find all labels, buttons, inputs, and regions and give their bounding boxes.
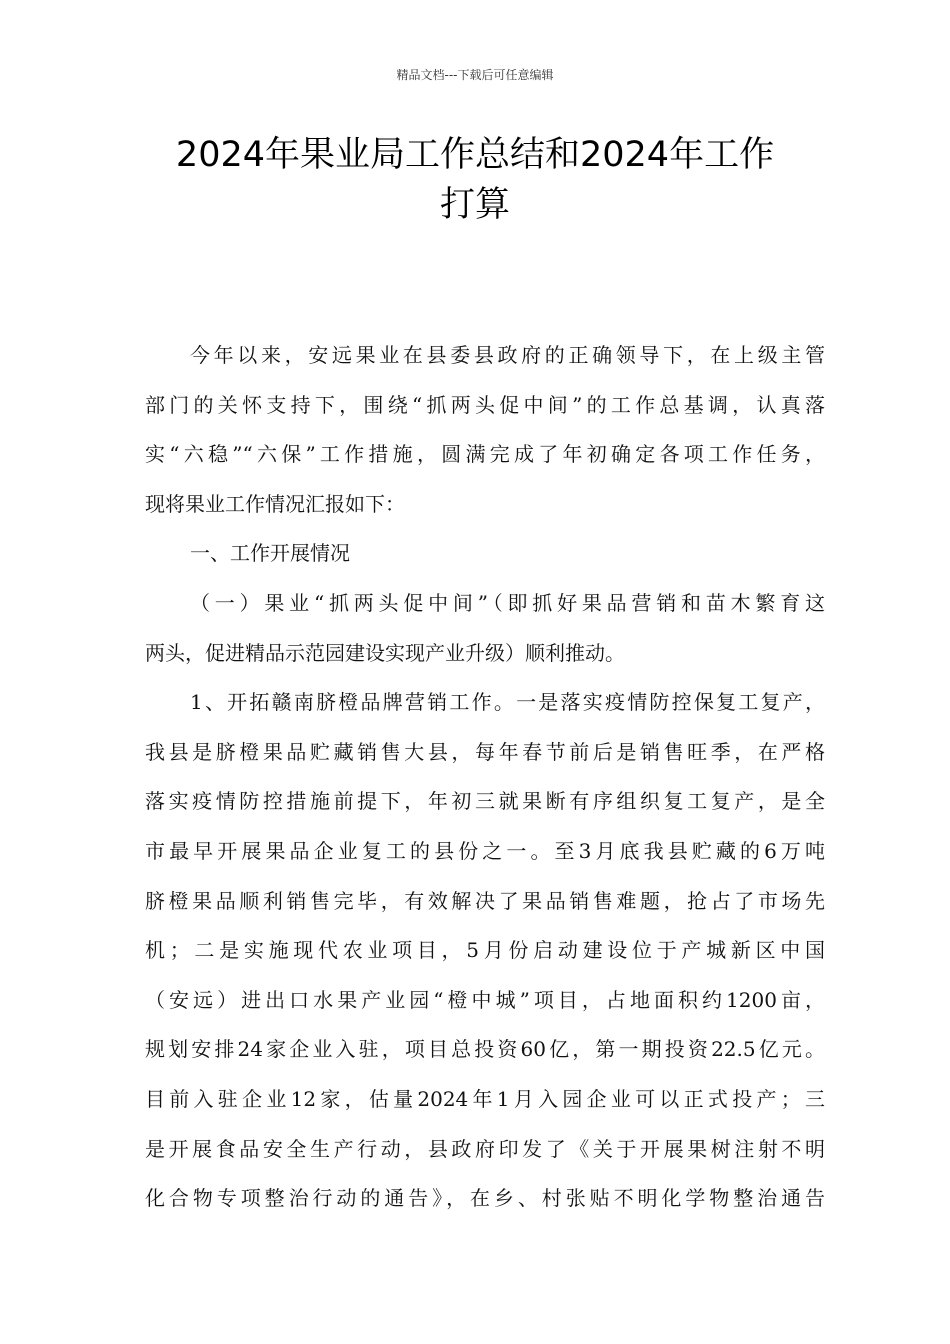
paragraph-line: 机；二是实施现代农业项目，5月份启动建设位于产城新区中国 <box>145 938 825 963</box>
paragraph-line: 脐橙果品顺利销售完毕，有效解决了果品销售难题，抢占了市场先 <box>145 888 825 913</box>
paragraph-line: 1、开拓赣南脐橙品牌营销工作。一是落实疫情防控保复工复产， <box>190 690 825 715</box>
paragraph-line: 目前入驻企业12家，估量2024年1月入园企业可以正式投产；三 <box>145 1086 825 1111</box>
paragraph-line: 我县是脐橙果品贮藏销售大县，每年春节前后是销售旺季，在严格 <box>145 739 825 764</box>
document-title <box>140 130 810 230</box>
paragraph-line: 落实疫情防控措施前提下，年初三就果断有序组织复工复产，是全 <box>145 789 825 814</box>
subsection-heading-line: 两头，促进精品示范园建设实现产业升级）顺利推动。 <box>145 640 625 665</box>
paragraph-line: 是开展食品安全生产行动，县政府印发了《关于开展果树注射不明 <box>145 1136 825 1161</box>
document-body <box>145 331 825 1224</box>
paragraph-line: 今年以来，安远果业在县委县政府的正确领导下，在上级主管 <box>190 343 825 367</box>
paragraph-line: 部门的关怀支持下，围绕“抓两头促中间”的工作总基调，认真落 <box>145 392 825 417</box>
paragraph-line: 现将果业工作情况汇报如下： <box>145 491 405 516</box>
subsection-heading-line: （一）果业“抓两头促中间”（即抓好果品营销和苗木繁育这 <box>190 590 825 615</box>
title-line: 2024年果业局工作总结和2024年工作 <box>175 135 775 175</box>
paragraph-line: 市最早开展果品企业复工的县份之一。至3月底我县贮藏的6万吨 <box>145 838 825 863</box>
paragraph-line: 实“六稳”“六保”工作措施，圆满完成了年初确定各项工作任务， <box>145 442 825 467</box>
paragraph-line: （安远）进出口水果产业园“橙中城”项目，占地面积约1200亩， <box>145 987 825 1012</box>
paragraph-line: 规划安排24家企业入驻，项目总投资60亿，第一期投资22.5亿元。 <box>145 1037 825 1062</box>
paragraph-line: 化合物专项整治行动的通告》，在乡、村张贴不明化学物整治通告 <box>145 1186 825 1211</box>
header-note: 精品文档---下载后可任意编辑 <box>396 68 554 82</box>
section-heading: 一、工作开展情况 <box>190 541 350 566</box>
title-line: 打算 <box>439 185 510 225</box>
